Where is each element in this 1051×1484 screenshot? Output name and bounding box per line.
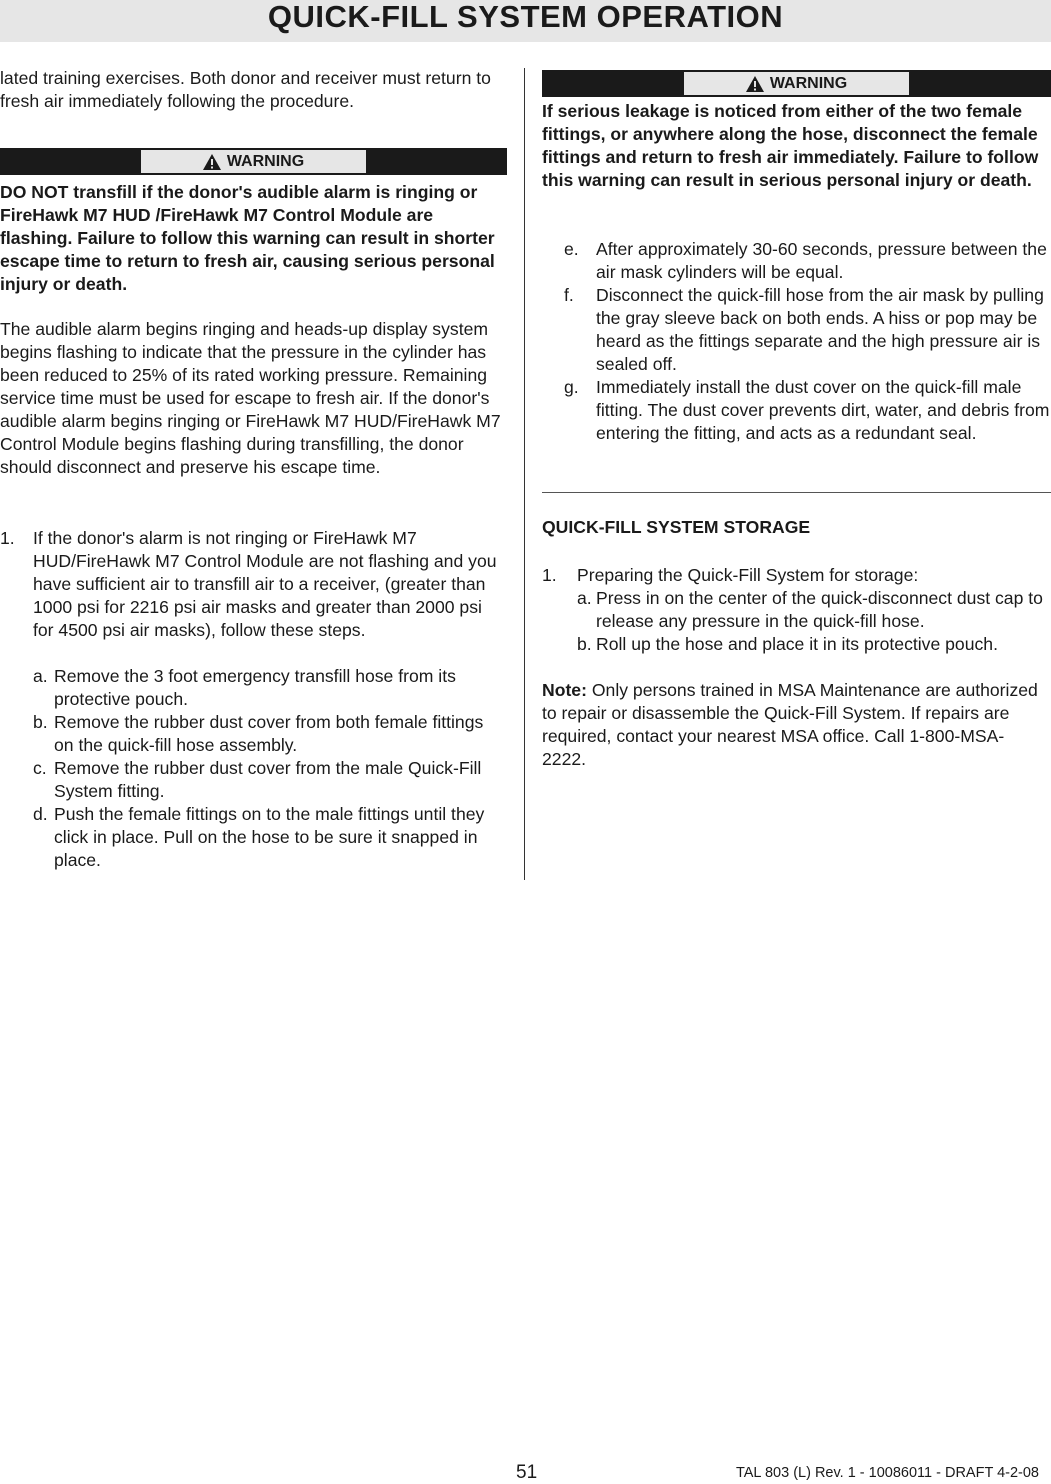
substep-text: Immediately install the dust cover on the quick-fill male fitting. The dust cover prevents dirt, water, and debris from entering the fitting, and acts as a redundant seal. xyxy=(596,377,1050,443)
column-divider xyxy=(524,68,525,880)
step-marker: 1. xyxy=(542,565,557,585)
storage-substep-a xyxy=(577,587,1051,633)
page-title: QUICK-FILL SYSTEM OPERATION xyxy=(267,0,784,34)
substep-text: Remove the rubber dust cover from the male Quick-Fill System fitting. xyxy=(54,758,482,801)
substep-text: Remove the rubber dust cover from both female fittings on the quick-fill hose assembly. xyxy=(54,712,484,755)
substep-c xyxy=(33,757,505,803)
note-paragraph xyxy=(542,679,1048,771)
substep-b xyxy=(33,711,505,757)
substep-marker: g. xyxy=(564,377,579,397)
step-1 xyxy=(0,527,505,642)
substep-marker: a. xyxy=(577,588,592,608)
storage-heading: QUICK-FILL SYSTEM STORAGE xyxy=(542,517,811,537)
substep-marker: f. xyxy=(564,285,574,305)
substep-marker: a. xyxy=(33,666,48,686)
substep-marker: d. xyxy=(33,804,48,824)
page-header xyxy=(0,0,1051,42)
step-text: Preparing the Quick-Fill System for storage: xyxy=(577,565,919,585)
substep-text: After approximately 30-60 seconds, pressure between the air mask cylinders will be equal. xyxy=(596,239,1047,282)
warning-banner xyxy=(0,148,507,175)
substep-marker: e. xyxy=(564,239,579,259)
substep-f xyxy=(564,284,1051,376)
substep-text: Remove the 3 foot emergency transfill hose from its protective pouch. xyxy=(54,666,456,709)
substep-marker: c. xyxy=(33,758,47,778)
warning-text: If serious leakage is noticed from either of the two female fittings, or anywhere along the hose, disconnect the female fittings and return to fresh air immediately. Failure to follow this warning can result in serious personal injury or death. xyxy=(542,101,1039,190)
substep-marker: b. xyxy=(577,634,592,654)
substep-text: Roll up the hose and place it in its protective pouch. xyxy=(596,634,998,654)
intro-paragraph: lated training exercises. Both donor and receiver must return to fresh air immediately following the procedure. xyxy=(0,68,491,111)
warning-label xyxy=(684,72,909,95)
warning-text: DO NOT transfill if the donor's audible alarm is ringing or FireHawk M7 HUD /FireHawk M7 Control Module are flashing. Failure to follow this warning can result in shorter escape time to return to fresh air, causing serious personal injury or death. xyxy=(0,182,495,294)
substep-text: Disconnect the quick-fill hose from the air mask by pulling the gray sleeve back on both ends. A hiss or pop may be heard as the fittings separate and the high pressure air is sealed off. xyxy=(596,285,1044,374)
substep-text: Push the female fittings on to the male fittings until they click in place. Pull on the hose to be sure it snapped in place. xyxy=(54,804,485,870)
section-divider xyxy=(542,492,1051,493)
substep-e xyxy=(564,238,1051,284)
substep-text: Press in on the center of the quick-disconnect dust cap to release any pressure in the quick-fill hose. xyxy=(596,588,1043,631)
substep-g xyxy=(564,376,1051,445)
document-reference: TAL 803 (L) Rev. 1 - 10086011 - DRAFT 4-2-08 xyxy=(735,1465,1039,1481)
warning-banner xyxy=(542,70,1051,97)
warning-triangle-icon xyxy=(746,76,764,92)
page-number: 51 xyxy=(516,1462,538,1483)
warning-triangle-icon xyxy=(203,154,221,170)
substep-a xyxy=(33,665,505,711)
substep-d xyxy=(33,803,505,872)
step-marker: 1. xyxy=(0,528,15,548)
storage-step-1 xyxy=(542,564,1047,587)
note-text: Only persons trained in MSA Maintenance are authorized to repair or disassemble the Quick-Fill System. If repairs are required, contact your nearest MSA office. Call 1-800-MSA-2222. xyxy=(542,680,1038,769)
step-text: If the donor's alarm is not ringing or FireHawk M7 HUD/FireHawk M7 Control Module are not flashing and you have sufficient air to transfill air to a receiver, (greater than 1000 psi for 2216 psi air masks and greater than 2000 psi for 4500 psi air masks), follow these steps. xyxy=(33,528,497,640)
alarm-paragraph: The audible alarm begins ringing and heads-up display system begins flashing to indicate that the pressure in the cylinder has been reduced to 25% of its rated working pressure. Remaining service time must be used for escape to fresh air. If the donor's audible alarm begins ringing or FireHawk M7 HUD/FireHawk M7 Control Module begins flashing during transfilling, the donor should disconnect and preserve his escape time. xyxy=(0,319,501,477)
warning-label-text: WARNING xyxy=(769,75,848,92)
warning-label-text: WARNING xyxy=(226,153,305,170)
substep-marker: b. xyxy=(33,712,48,732)
warning-label xyxy=(141,150,366,173)
storage-substep-b xyxy=(577,633,1051,656)
note-label: Note: xyxy=(542,680,587,700)
